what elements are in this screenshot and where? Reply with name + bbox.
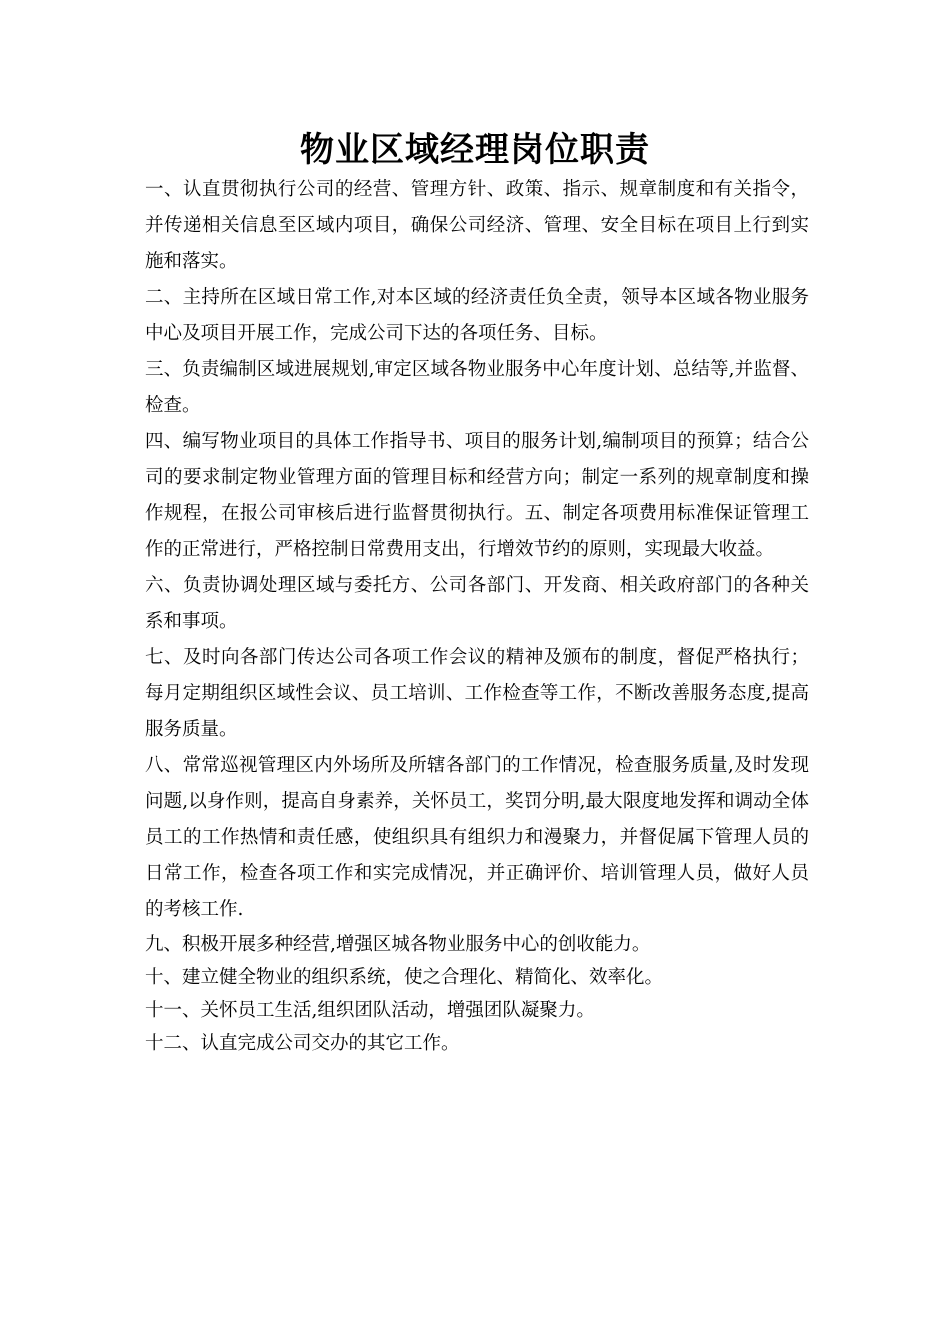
duty-paragraph-9: 九、积极开展多种经营,增强区城各物业服务中心的创收能力。 <box>145 934 651 955</box>
duty-paragraph-11: 十一、关怀员工生活,组织团队活动，增强团队凝聚力。 <box>145 1000 595 1021</box>
duty-paragraph-6: 六、负责协调处理区域与委托方、公司各部门、开发商、相关政府部门的各种关系和事项。 <box>145 575 809 632</box>
duty-paragraph-3: 三、负责编制区域进展规划,审定区域各物业服务中心年度计划、总结等,并监督、检查。 <box>145 359 809 416</box>
duty-paragraph-2: 二、主持所在区域日常工作,对本区域的经济责任负全责，领导本区域各物业服务中心及项目开展工作，完成公司下达的各项任务、目标。 <box>145 287 809 344</box>
duty-paragraph-10: 十、建立健全物业的组织系统，使之合理化、精简化、效率化。 <box>145 967 664 988</box>
document-body <box>145 172 809 1060</box>
duty-paragraph-1: 一、认直贯彻执行公司的经营、管理方针、政策、指示、规章制度和有关指令，并传递相关信息至区域内项目，确保公司经济、管理、安全目标在项目上行到实施和落实。 <box>145 179 809 272</box>
duty-paragraph-8: 八、常常巡视管理区内外场所及所辖各部门的工作情况，检查服务质量,及时发现问题,以身作则，提高自身素养，关怀员工，奖罚分明,最大限度地发挥和调动全体员工的工作热情和责任感，使组织具有组织力和漫聚力，并督促属下管理人员的日常工作，检查各项工作和实完成情况，并正确评价、培训管理人员，做好人员的考核工作. <box>145 755 809 920</box>
duty-paragraph-7: 七、及时向各部门传达公司各项工作会议的精神及颁布的制度，督促严格执行；每月定期组织区域性会议、员工培训、工作检查等工作，不断改善服务态度,提高服务质量。 <box>145 647 809 740</box>
document-title: 物业区域经理岗位职责 <box>300 130 650 170</box>
duty-paragraph-4-5: 四、编写物业项目的具体工作指导书、项目的服务计划,编制项目的预算；结合公司的要求制定物业管理方面的管理目标和经营方向；制定一系列的规章制度和操作规程，在报公司审核后进行监督贯彻执行。五、制定各项费用标准保证管理工作的正常进行，严格控制日常费用支出，行增效节约的原则，实现最大收益。 <box>145 431 809 560</box>
duty-paragraph-12: 十二、认直完成公司交办的其它工作。 <box>145 1033 460 1054</box>
